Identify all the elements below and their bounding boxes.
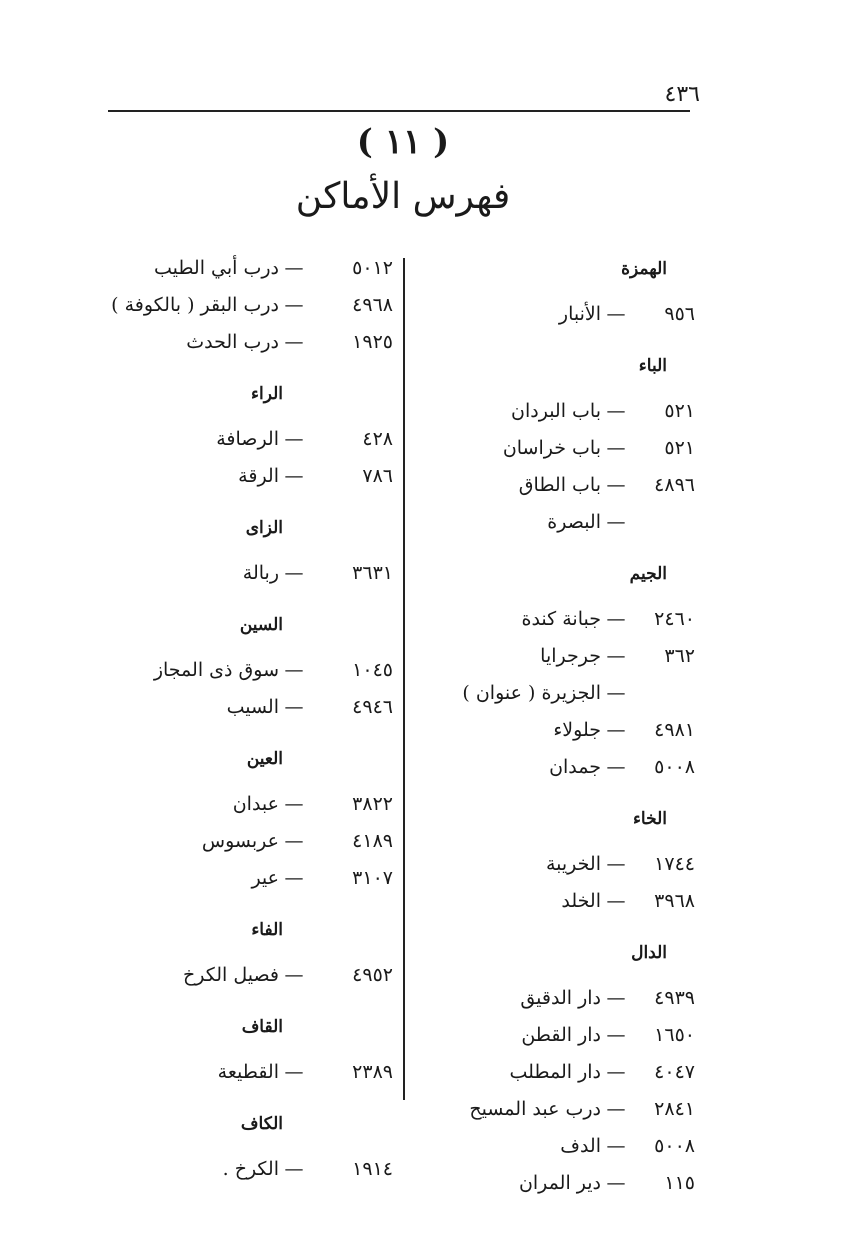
group-spacer <box>420 786 695 800</box>
letter-heading: الدال <box>631 943 667 963</box>
entry-number: ١٠٤٥ <box>352 659 393 681</box>
letter-heading: الخاء <box>632 809 667 829</box>
entry-dash: — <box>606 1061 626 1083</box>
entry-dash: — <box>606 400 626 422</box>
entry-place-name: الخريبة <box>545 853 601 875</box>
index-group <box>108 375 393 509</box>
entry-number: ٤٩٥٢ <box>352 964 393 986</box>
index-entry <box>420 980 695 1017</box>
entry-dash: — <box>606 474 626 496</box>
index-group <box>420 934 695 1216</box>
entry-place-name: ربالة <box>242 562 279 584</box>
entry-number: ١٦٥٠ <box>654 1024 695 1046</box>
entry-dash: — <box>284 465 304 487</box>
group-spacer <box>108 726 393 740</box>
group-spacer <box>108 361 393 375</box>
letter-heading: الراء <box>251 384 283 404</box>
entry-place-name: الخلد <box>561 890 601 912</box>
group-spacer <box>420 541 695 555</box>
letter-heading: الكاف <box>240 1114 283 1134</box>
entry-place-name: فصيل الكرخ <box>182 964 279 986</box>
entry-place-name: باب الطاق <box>518 474 601 496</box>
entry-dash: — <box>284 659 304 681</box>
letter-heading: السين <box>239 615 283 635</box>
entry-number: ٩٥٦ <box>664 303 695 325</box>
index-group <box>108 606 393 740</box>
entry-place-name: القطيعة <box>217 1061 279 1083</box>
index-entry <box>420 1017 695 1054</box>
index-entry <box>108 957 393 994</box>
entry-place-name: جبانة كندة <box>521 608 601 630</box>
index-group <box>420 347 695 555</box>
entry-number: ٥٢١ <box>664 400 695 422</box>
entry-dash: — <box>606 1098 626 1120</box>
index-entry <box>420 712 695 749</box>
index-entry <box>420 675 695 712</box>
entry-dash: — <box>284 562 304 584</box>
index-group <box>420 800 695 934</box>
entry-number: ٥٠١٢ <box>352 257 393 279</box>
letter-heading: الباء <box>638 356 667 376</box>
entry-dash: — <box>606 890 626 912</box>
group-spacer <box>420 333 695 347</box>
entry-place-name: الرقة <box>238 465 279 487</box>
index-entry <box>108 458 393 495</box>
index-entry <box>108 823 393 860</box>
entry-number: ٤٠٤٧ <box>654 1061 695 1083</box>
entry-dash: — <box>284 830 304 852</box>
index-group <box>420 555 695 800</box>
entry-place-name: الجزيرة ( عنوان ) <box>462 682 601 704</box>
entry-dash: — <box>284 1061 304 1083</box>
group-spacer <box>420 920 695 934</box>
entry-dash: — <box>284 793 304 815</box>
entry-place-name: باب خراسان <box>502 437 601 459</box>
entry-place-name: الأنبار <box>558 303 601 325</box>
index-entry <box>420 467 695 504</box>
entry-place-name: درب البقر ( بالكوفة ) <box>111 294 279 316</box>
column-divider <box>403 258 405 1100</box>
entry-dash: — <box>606 853 626 875</box>
entry-place-name: دار الدقيق <box>520 987 601 1009</box>
group-spacer <box>108 1188 393 1202</box>
entry-place-name: عبدان <box>232 793 279 815</box>
index-group <box>420 250 695 347</box>
entry-number: ٤٩٣٩ <box>654 987 695 1009</box>
index-entry <box>420 430 695 467</box>
index-group <box>108 1008 393 1105</box>
index-entry <box>420 883 695 920</box>
index-entry <box>108 287 393 324</box>
index-entry <box>108 250 393 287</box>
entry-number: ٣٦٢ <box>664 645 695 667</box>
entry-dash: — <box>284 964 304 986</box>
entry-number: ٥٢١ <box>664 437 695 459</box>
entry-place-name: دير المران <box>518 1172 601 1194</box>
group-spacer <box>108 592 393 606</box>
entry-dash: — <box>284 1158 304 1180</box>
letter-heading: الفاء <box>251 920 283 940</box>
index-entry <box>108 1151 393 1188</box>
entry-dash: — <box>284 867 304 889</box>
index-group <box>108 509 393 606</box>
entry-dash: — <box>606 645 626 667</box>
entry-place-name: الرصافة <box>216 428 279 450</box>
entry-dash: — <box>606 1172 626 1194</box>
index-group <box>108 911 393 1008</box>
entry-number: ٢٨٤١ <box>654 1098 695 1120</box>
entry-number: ٤٨٩٦ <box>654 474 695 496</box>
entry-place-name: درب أبي الطيب <box>153 257 279 279</box>
index-entry <box>108 324 393 361</box>
entry-dash: — <box>606 719 626 741</box>
entry-place-name: سوق ذى المجاز <box>153 659 279 681</box>
entry-number: ١٧٤٤ <box>654 853 695 875</box>
entry-place-name: الدف <box>560 1135 601 1157</box>
left-column <box>108 250 393 1202</box>
entry-place-name: جمدان <box>549 756 601 778</box>
entry-number: ٥٠٠٨ <box>654 756 695 778</box>
index-entry <box>420 296 695 333</box>
entry-dash: — <box>606 511 626 533</box>
letter-heading: الجيم <box>629 564 667 584</box>
index-entry <box>108 860 393 897</box>
right-column <box>420 250 695 1216</box>
entry-dash: — <box>606 303 626 325</box>
entry-number: ٧٨٦ <box>362 465 393 487</box>
entry-number: ٤٢٨ <box>362 428 393 450</box>
entry-number: ١١٥ <box>664 1172 695 1194</box>
entry-number: ٣١٠٧ <box>352 867 393 889</box>
entry-dash: — <box>606 608 626 630</box>
section-number: ( ١١ ) <box>356 122 450 162</box>
entry-dash: — <box>606 437 626 459</box>
index-entry <box>420 638 695 675</box>
group-spacer <box>420 1202 695 1216</box>
entry-dash: — <box>606 682 626 704</box>
index-entry <box>420 1128 695 1165</box>
entry-number <box>631 675 695 712</box>
entry-number <box>631 504 695 541</box>
index-entry <box>420 1054 695 1091</box>
entry-place-name: باب البردان <box>511 400 601 422</box>
group-spacer <box>108 897 393 911</box>
entry-place-name: الكرخ . <box>222 1158 279 1180</box>
index-group <box>108 1105 393 1202</box>
index-entry <box>108 1054 393 1091</box>
entry-dash: — <box>284 696 304 718</box>
entry-number: ٤٩٦٨ <box>352 294 393 316</box>
index-entry <box>420 601 695 638</box>
group-spacer <box>108 1091 393 1105</box>
index-entry <box>420 504 695 541</box>
entry-place-name: درب عبد المسيح <box>469 1098 601 1120</box>
entry-number: ٢٣٨٩ <box>352 1061 393 1083</box>
index-entry <box>420 846 695 883</box>
index-entry <box>108 786 393 823</box>
index-entry <box>108 652 393 689</box>
index-entry <box>420 749 695 786</box>
entry-place-name: عربسوس <box>201 830 279 852</box>
entry-place-name: دار المطلب <box>509 1061 601 1083</box>
entry-place-name: درب الحدث <box>186 331 279 353</box>
entry-number: ٣٦٣١ <box>352 562 393 584</box>
entry-dash: — <box>606 756 626 778</box>
page-number: ٤٣٦ <box>664 82 700 107</box>
letter-heading: القاف <box>241 1017 283 1037</box>
entry-number: ٣٩٦٨ <box>654 890 695 912</box>
group-spacer <box>108 994 393 1008</box>
index-entry <box>420 393 695 430</box>
entry-dash: — <box>606 1024 626 1046</box>
entry-number: ٣٨٢٢ <box>352 793 393 815</box>
entry-place-name: عير <box>251 867 279 889</box>
index-title: فهرس الأماكن <box>295 176 511 217</box>
entry-dash: — <box>284 257 304 279</box>
index-entry <box>420 1165 695 1202</box>
entry-number: ٤٩٨١ <box>654 719 695 741</box>
index-entry <box>108 421 393 458</box>
entry-number: ١٩٢٥ <box>352 331 393 353</box>
index-group <box>108 740 393 911</box>
entry-dash: — <box>284 428 304 450</box>
entry-number: ١٩١٤ <box>352 1158 393 1180</box>
entry-dash: — <box>606 987 626 1009</box>
letter-heading: الزاى <box>245 518 283 538</box>
index-entry <box>108 555 393 592</box>
entry-dash: — <box>284 294 304 316</box>
entry-dash: — <box>606 1135 626 1157</box>
entry-place-name: البصرة <box>547 511 601 533</box>
entry-place-name: دار القطن <box>521 1024 601 1046</box>
entry-number: ٤١٨٩ <box>352 830 393 852</box>
header-rule <box>108 110 690 112</box>
index-entry <box>420 1091 695 1128</box>
entry-number: ٢٤٦٠ <box>654 608 695 630</box>
entry-place-name: السيب <box>226 696 279 718</box>
entry-number: ٤٩٤٦ <box>352 696 393 718</box>
entry-place-name: جرجرايا <box>540 645 601 667</box>
entry-dash: — <box>284 331 304 353</box>
letter-heading: الهمزة <box>621 259 667 279</box>
index-entry <box>108 689 393 726</box>
letter-heading: العين <box>246 749 283 769</box>
entry-place-name: جلولاء <box>553 719 601 741</box>
index-group <box>108 250 393 375</box>
group-spacer <box>108 495 393 509</box>
entry-number: ٥٠٠٨ <box>654 1135 695 1157</box>
